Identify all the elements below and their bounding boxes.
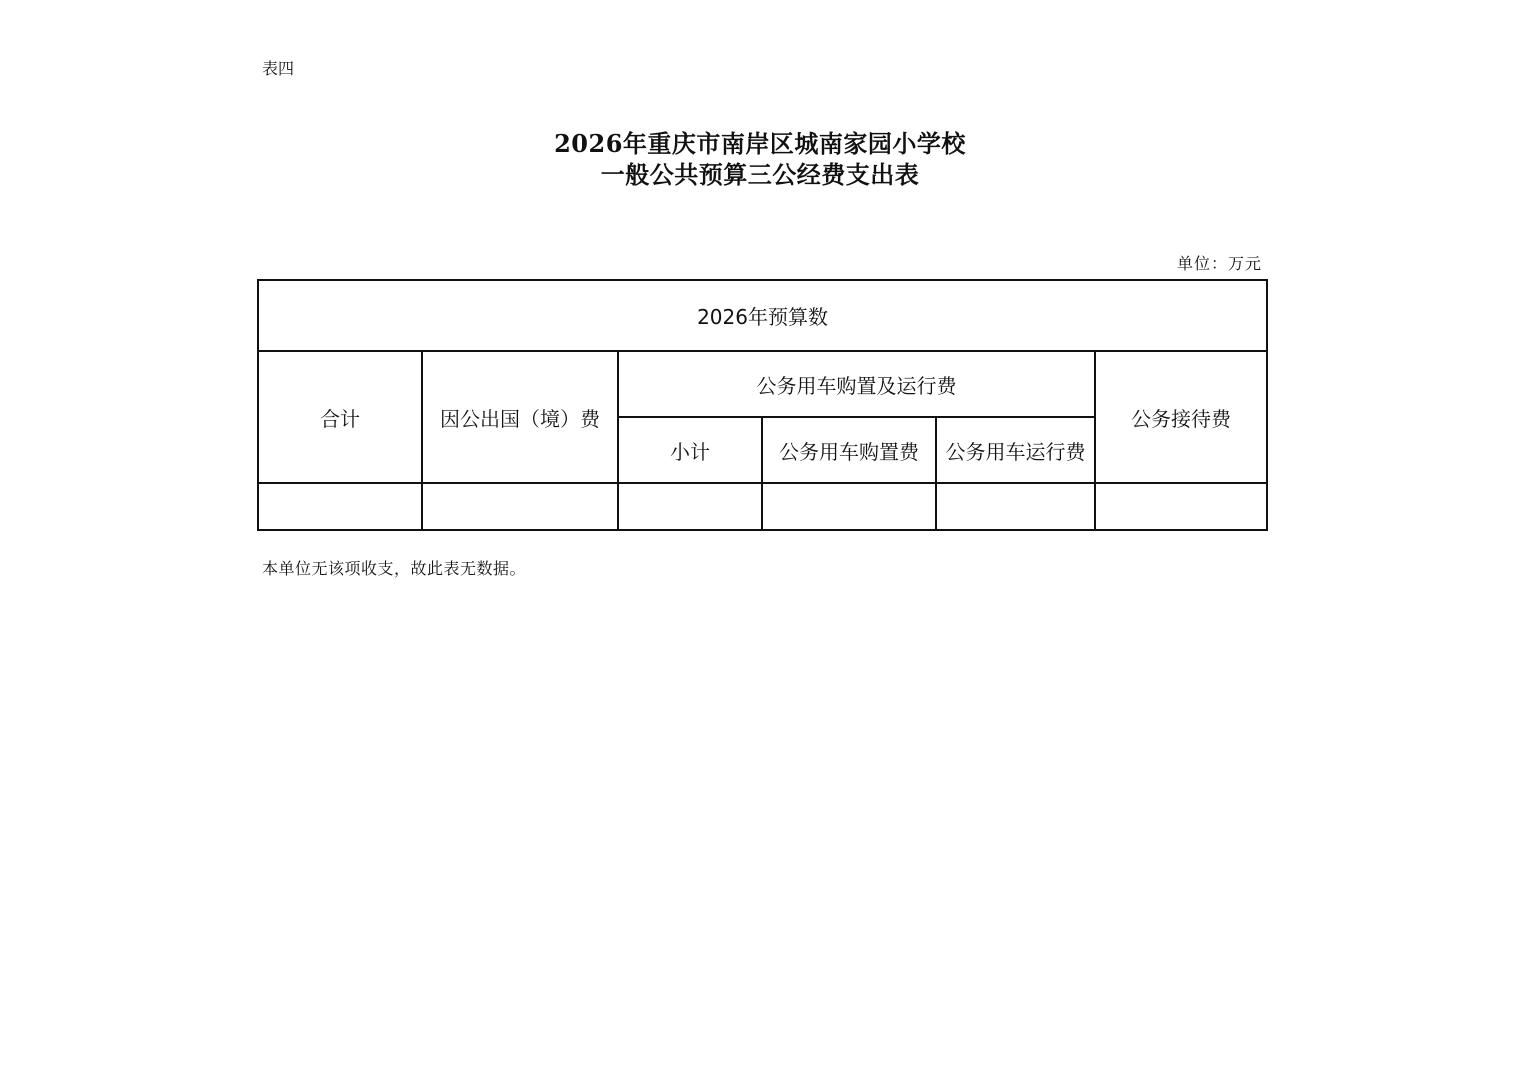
- vehicle-operation-column-header: 公务用车运行费: [936, 417, 1095, 483]
- table-header-row: [258, 280, 1267, 351]
- vehicle-purchase-column-header: 公务用车购置费: [762, 417, 936, 483]
- footnote: 本单位无该项收支，故此表无数据。: [262, 559, 527, 578]
- table-number-label: 表四: [262, 59, 295, 78]
- table-cell-abroad: [422, 483, 618, 530]
- table-cell-vehicle-operation: [936, 483, 1095, 530]
- table-cell-vehicle-purchase: [762, 483, 936, 530]
- table-row: [258, 483, 1267, 530]
- total-column-header: 合计: [258, 351, 422, 483]
- reception-expense-column-header: 公务接待费: [1095, 351, 1267, 483]
- page-title-line-2: 一般公共预算三公经费支出表: [600, 160, 920, 189]
- table-cell-total: [258, 483, 422, 530]
- table-cell-vehicle-subtotal: [618, 483, 762, 530]
- table-column-header-row: [258, 351, 1267, 417]
- page-title-line-1: 2026年重庆市南岸区城南家园小学校: [554, 129, 966, 158]
- table-cell-reception: [1095, 483, 1267, 530]
- abroad-expense-column-header: 因公出国（境）费: [422, 351, 618, 483]
- expenditure-table: [257, 279, 1268, 531]
- budget-year-header: 2026年预算数: [258, 280, 1267, 351]
- unit-label: 单位：万元: [1176, 254, 1262, 273]
- vehicle-group-column-header: 公务用车购置及运行费: [618, 351, 1095, 417]
- vehicle-subtotal-column-header: 小计: [618, 417, 762, 483]
